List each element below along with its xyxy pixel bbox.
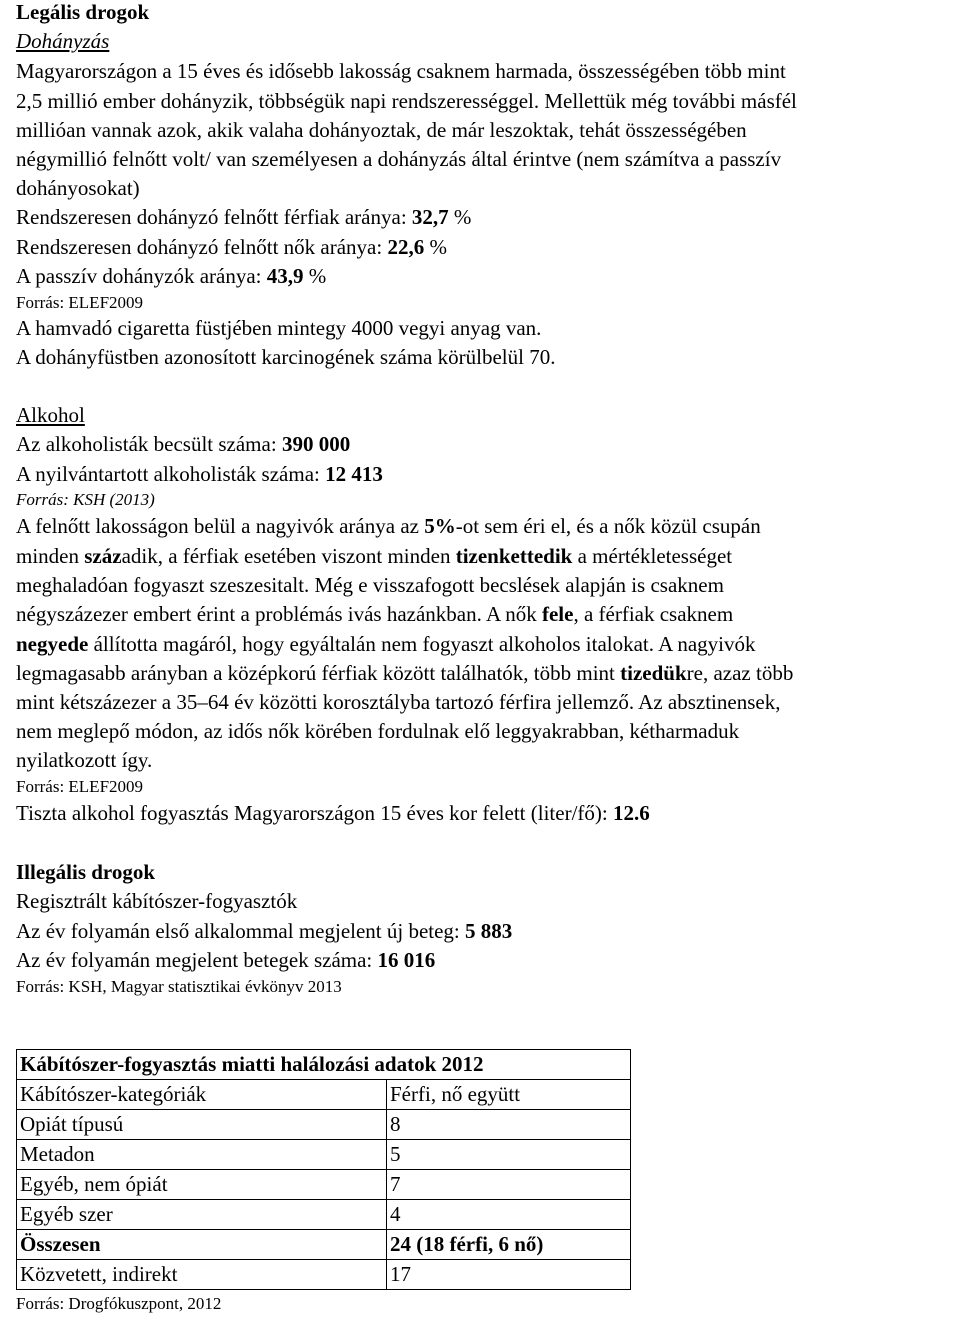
- table-title: Kábítószer-fogyasztás miatti halálozási adatok 2012: [17, 1050, 631, 1080]
- table-title-row: [17, 1050, 631, 1080]
- tobacco-stat-men: Rendszeresen dohányzó felnőtt férfiak aránya: 32,7 %: [16, 205, 472, 229]
- table-cell: Egyéb szer: [17, 1200, 387, 1230]
- alcohol-para-line: meghaladóan fogyaszt szeszesitalt. Még e visszafogott becslések alapján is csaknem: [16, 573, 724, 597]
- table-cell: Opiát típusú: [17, 1110, 387, 1140]
- table-cell: Összesen: [17, 1230, 387, 1260]
- alcohol-para-line: minden századik, a férfiak esetében viszont minden tizenkettedik a mértékletességet: [16, 544, 733, 568]
- table-cell: 4: [387, 1200, 631, 1230]
- tobacco-intro-line: 2,5 millió ember dohányzik, többségük napi rendszerességgel. Mellettük még további másfél: [16, 89, 797, 113]
- table-cell: 7: [387, 1170, 631, 1200]
- alcohol-source: Forrás: KSH (2013): [16, 490, 155, 509]
- table-row: [17, 1260, 631, 1290]
- tobacco-intro-line: négymillió felnőtt volt/ van személyesen a dohányzás által érintve (nem számítva a passzív: [16, 147, 782, 171]
- alcohol-para-line: nyilatkozott így.: [16, 748, 153, 772]
- tobacco-intro-line: Magyarországon a 15 éves és idősebb lakosság csaknem harmada, összességében több mint: [16, 59, 786, 83]
- table-cell: Közvetett, indirekt: [17, 1260, 387, 1290]
- alcohol-para-line: legmagasabb arányban a középkorú férfiak között találhatók, több mint tizedükre, azaz több: [16, 661, 794, 685]
- table-row: [17, 1140, 631, 1170]
- legal-drugs-heading: Legális drogok: [16, 0, 150, 24]
- tobacco-intro-line: millióan vannak azok, akik valaha dohányoztak, de már leszoktak, tehát összességében: [16, 118, 747, 142]
- table-header-row: [17, 1080, 631, 1110]
- table-row-total: [17, 1230, 631, 1260]
- alcohol-para-line: nem meglepő módon, az idős nők körében fordulnak elő leggyakrabban, kétharmaduk: [16, 719, 740, 743]
- alcohol-stat-registered: A nyilvántartott alkoholisták száma: 12 413: [16, 462, 383, 486]
- table-cell: 24 (18 férfi, 6 nő): [387, 1230, 631, 1260]
- table-header-cell: Férfi, nő együtt: [387, 1080, 631, 1110]
- alcohol-para-line: negyede állította magáról, hogy egyáltalán nem fogyaszt alkoholos italokat. A nagyivók: [16, 632, 756, 656]
- alcohol-title: Alkohol: [16, 403, 85, 427]
- illegal-source: Forrás: KSH, Magyar statisztikai évkönyv 2013: [16, 977, 342, 996]
- table-row: [17, 1200, 631, 1230]
- table-row: [17, 1110, 631, 1140]
- table-cell: Metadon: [17, 1140, 387, 1170]
- tobacco-stat-passive: A passzív dohányzók aránya: 43,9 %: [16, 264, 327, 288]
- table-cell: 8: [387, 1110, 631, 1140]
- table-cell: Egyéb, nem ópiát: [17, 1170, 387, 1200]
- alcohol-para-line: A felnőtt lakosságon belül a nagyivók aránya az 5%-ot sem éri el, és a nők közül csupán: [16, 514, 761, 538]
- illegal-stat-total: Az év folyamán megjelent betegek száma: 16 016: [16, 948, 436, 972]
- tobacco-intro-line: dohányosokat): [16, 176, 140, 200]
- tobacco-title: Dohányzás: [16, 29, 110, 53]
- alcohol-para-line: mint kétszázezer a 35–64 év közötti korosztályba tartozó férfira jellemző. Az absztinensek,: [16, 690, 781, 714]
- table-row: [17, 1170, 631, 1200]
- illegal-subtitle: Regisztrált kábítószer-fogyasztók: [16, 889, 298, 913]
- deaths-table: [16, 1049, 631, 1290]
- alcohol-source: Forrás: ELEF2009: [16, 777, 144, 796]
- table-header-cell: Kábítószer-kategóriák: [17, 1080, 387, 1110]
- tobacco-stat-women: Rendszeresen dohányzó felnőtt nők aránya: 22,6 %: [16, 235, 447, 259]
- tobacco-fact: A dohányfüstben azonosított karcinogének száma körülbelül 70.: [16, 345, 556, 369]
- alcohol-pure-consumption: Tiszta alkohol fogyasztás Magyarországon 15 éves kor felett (liter/fő): 12.6: [16, 801, 650, 825]
- tobacco-fact: A hamvadó cigaretta füstjében mintegy 4000 vegyi anyag van.: [16, 316, 542, 340]
- illegal-drugs-heading: Illegális drogok: [16, 860, 156, 884]
- illegal-stat-new: Az év folyamán első alkalommal megjelent új beteg: 5 883: [16, 919, 513, 943]
- table-source: Forrás: Drogfókuszpont, 2012: [16, 1294, 222, 1313]
- alcohol-stat-estimated: Az alkoholisták becsült száma: 390 000: [16, 432, 351, 456]
- alcohol-para-line: négyszázezer embert érint a problémás ivás hazánkban. A nők fele, a férfiak csaknem: [16, 602, 734, 626]
- tobacco-source: Forrás: ELEF2009: [16, 293, 144, 312]
- table-cell: 17: [387, 1260, 631, 1290]
- table-cell: 5: [387, 1140, 631, 1170]
